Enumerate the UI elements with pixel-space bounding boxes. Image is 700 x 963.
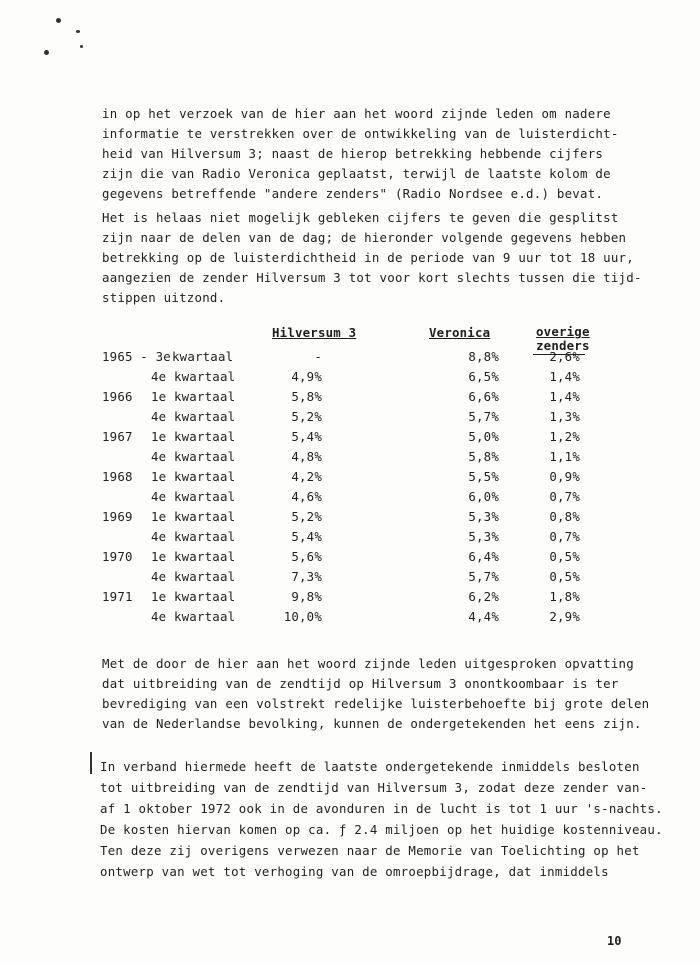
year-cell: 1970 bbox=[102, 549, 133, 564]
year-cell: 1969 bbox=[102, 509, 133, 524]
overige-cell: 0,9% bbox=[549, 469, 580, 484]
veronica-cell: 4,4% bbox=[468, 609, 499, 624]
veronica-cell: 6,5% bbox=[468, 369, 499, 384]
hilversum-cell: 5,2% bbox=[291, 509, 322, 524]
quarter-cell: 4e kwartaal bbox=[151, 369, 236, 384]
table-row bbox=[0, 569, 700, 589]
text-line: betrekking op de luisterdichtheid in de periode van 9 uur tot 18 uur, bbox=[102, 250, 634, 265]
table-row bbox=[0, 609, 700, 629]
column-header-veronica: Veronica bbox=[429, 325, 491, 340]
veronica-cell: 5,5% bbox=[468, 469, 499, 484]
hilversum-cell: - bbox=[314, 349, 322, 364]
hilversum-cell: 5,2% bbox=[291, 409, 322, 424]
overige-cell: 1,3% bbox=[549, 409, 580, 424]
veronica-cell: 6,2% bbox=[468, 589, 499, 604]
overige-cell: 2,9% bbox=[549, 609, 580, 624]
text-line: heid van Hilversum 3; naast de hierop betrekking hebbende cijfers bbox=[102, 146, 604, 161]
text-line: informatie te verstrekken over de ontwikkeling van de luisterdicht- bbox=[102, 126, 619, 141]
scan-mark bbox=[56, 18, 61, 23]
text-line: zijn die van Radio Veronica geplaatst, terwijl de laatste kolom de bbox=[102, 166, 611, 181]
veronica-cell: 6,6% bbox=[468, 389, 499, 404]
text-line: Het is helaas niet mogelijk gebleken cijfers te geven die gesplitst bbox=[102, 210, 619, 225]
text-line: aangezien de zender Hilversum 3 tot voor kort slechts tussen die tijd- bbox=[102, 270, 642, 285]
veronica-cell: 5,3% bbox=[468, 529, 499, 544]
scan-mark bbox=[80, 45, 83, 48]
hilversum-cell: 10,0% bbox=[283, 609, 322, 624]
table-row bbox=[0, 509, 700, 529]
hilversum-cell: 5,8% bbox=[291, 389, 322, 404]
text-line: af 1 oktober 1972 ook in de avonduren in de lucht is tot 1 uur 's-nachts. bbox=[100, 801, 663, 816]
table-row bbox=[0, 389, 700, 409]
table-row bbox=[0, 529, 700, 549]
overige-cell: 0,5% bbox=[549, 569, 580, 584]
text-line: dat uitbreiding van de zendtijd op Hilversum 3 onontkoombaar is ter bbox=[102, 676, 619, 691]
table-row bbox=[0, 589, 700, 609]
table-row bbox=[0, 449, 700, 469]
quarter-cell: 4e kwartaal bbox=[151, 489, 236, 504]
overige-cell: 0,8% bbox=[549, 509, 580, 524]
veronica-cell: 5,7% bbox=[468, 569, 499, 584]
hilversum-cell: 5,4% bbox=[291, 529, 322, 544]
text-line: In verband hiermede heeft de laatste ondergetekende inmiddels besloten bbox=[100, 759, 640, 774]
quarter-cell: 4e kwartaal bbox=[151, 409, 236, 424]
veronica-cell: 5,0% bbox=[468, 429, 499, 444]
quarter-cell: 4e kwartaal bbox=[151, 609, 236, 624]
hilversum-cell: 4,9% bbox=[291, 369, 322, 384]
table-row bbox=[0, 469, 700, 489]
overige-cell: 1,1% bbox=[549, 449, 580, 464]
column-header-overige-line2: zenders bbox=[536, 338, 590, 353]
paragraph-decision bbox=[100, 756, 663, 882]
year-cell: 1967 bbox=[102, 429, 133, 444]
column-header-overige-line1: overige bbox=[536, 324, 590, 339]
hilversum-cell: 5,6% bbox=[291, 549, 322, 564]
overige-cell: 1,8% bbox=[549, 589, 580, 604]
veronica-cell: 6,0% bbox=[468, 489, 499, 504]
table-row bbox=[0, 349, 700, 369]
overige-cell: 0,7% bbox=[549, 529, 580, 544]
text-line: Met de door de hier aan het woord zijnde leden uitgesproken opvatting bbox=[102, 656, 634, 671]
overige-cell: 2,6% bbox=[549, 349, 580, 364]
paragraph-intro bbox=[102, 104, 619, 204]
text-line: van de Nederlandse bevolking, kunnen de ondergetekenden het eens zijn. bbox=[102, 716, 642, 731]
quarter-cell: kwartaal bbox=[172, 349, 234, 364]
quarter-cell: 4e kwartaal bbox=[151, 449, 236, 464]
scan-mark bbox=[76, 30, 80, 33]
quarter-cell: 4e kwartaal bbox=[151, 529, 236, 544]
scan-mark bbox=[44, 50, 49, 55]
quarter-cell: 4e kwartaal bbox=[151, 569, 236, 584]
hilversum-cell: 5,4% bbox=[291, 429, 322, 444]
table-row bbox=[0, 409, 700, 429]
text-line: tot uitbreiding van de zendtijd van Hilversum 3, zodat deze zender van- bbox=[100, 780, 648, 795]
year-cell: 1968 bbox=[102, 469, 133, 484]
column-header-hilversum: Hilversum 3 bbox=[272, 325, 357, 340]
text-line: in op het verzoek van de hier aan het woord zijnde leden om nadere bbox=[102, 106, 611, 121]
hilversum-cell: 4,6% bbox=[291, 489, 322, 504]
hilversum-cell: 7,3% bbox=[291, 569, 322, 584]
table-row bbox=[0, 549, 700, 569]
page-number: 10 bbox=[607, 934, 622, 948]
year-cell: 1971 bbox=[102, 589, 133, 604]
paragraph-explanation bbox=[102, 208, 642, 308]
margin-mark bbox=[90, 752, 92, 774]
text-line: Ten deze zij overigens verwezen naar de Memorie van Toelichting op het bbox=[100, 843, 640, 858]
veronica-cell: 5,7% bbox=[468, 409, 499, 424]
table-row bbox=[0, 369, 700, 389]
overige-cell: 0,7% bbox=[549, 489, 580, 504]
paragraph-opinion bbox=[102, 654, 649, 734]
year-cell: 1966 bbox=[102, 389, 133, 404]
overige-cell: 1,2% bbox=[549, 429, 580, 444]
quarter-cell: 1e kwartaal bbox=[151, 429, 236, 444]
overige-cell: 1,4% bbox=[549, 389, 580, 404]
veronica-cell: 6,4% bbox=[468, 549, 499, 564]
table-row bbox=[0, 429, 700, 449]
hilversum-cell: 9,8% bbox=[291, 589, 322, 604]
year-cell: 1965 - 3e bbox=[102, 349, 171, 364]
quarter-cell: 1e kwartaal bbox=[151, 549, 236, 564]
overige-cell: 1,4% bbox=[549, 369, 580, 384]
quarter-cell: 1e kwartaal bbox=[151, 509, 236, 524]
quarter-cell: 1e kwartaal bbox=[151, 469, 236, 484]
text-line: stippen uitzond. bbox=[102, 290, 226, 305]
quarter-cell: 1e kwartaal bbox=[151, 589, 236, 604]
hilversum-cell: 4,8% bbox=[291, 449, 322, 464]
text-line: De kosten hiervan komen op ca. ƒ 2.4 miljoen op het huidige kostenniveau. bbox=[100, 822, 663, 837]
text-line: ontwerp van wet tot verhoging van de omroepbijdrage, dat inmiddels bbox=[100, 864, 609, 879]
text-line: gegevens betreffende "andere zenders" (Radio Nordsee e.d.) bevat. bbox=[102, 186, 604, 201]
quarter-cell: 1e kwartaal bbox=[151, 389, 236, 404]
veronica-cell: 5,3% bbox=[468, 509, 499, 524]
hilversum-cell: 4,2% bbox=[291, 469, 322, 484]
text-line: zijn naar de delen van de dag; de hieronder volgende gegevens hebben bbox=[102, 230, 627, 245]
table-row bbox=[0, 489, 700, 509]
overige-cell: 0,5% bbox=[549, 549, 580, 564]
text-line: bevrediging van een volstrekt redelijke luisterbehoefte bij grote delen bbox=[102, 696, 650, 711]
veronica-cell: 8,8% bbox=[468, 349, 499, 364]
veronica-cell: 5,8% bbox=[468, 449, 499, 464]
